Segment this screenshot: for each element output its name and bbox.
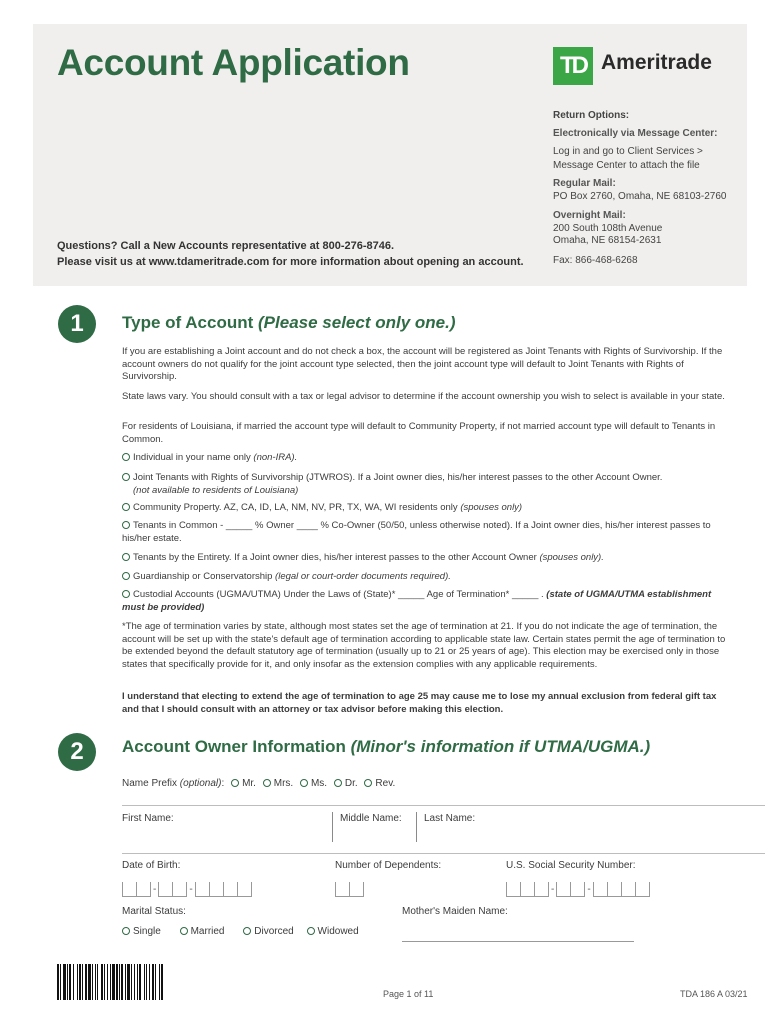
option-entirety-label: Tenants by the Entirety. If a Joint owner dies, his/her interest passes to the other Account Owner <box>133 552 540 563</box>
option-tic-label: Tenants in Common - _____ % Owner ____ % Co-Owner (50/50, unless otherwise noted). If a Joint owner dies, his/her interest passes to his/her estate. <box>122 520 711 544</box>
page-title: Account Application <box>57 42 410 83</box>
option-guardianship-label: Guardianship or Conservatorship <box>133 571 276 582</box>
questions-block <box>57 238 524 270</box>
section-1-para-state: State laws vary. You should consult with a tax or legal advisor to determine if the account ownership you wish to select is available in your state. <box>122 391 725 402</box>
radio-icon[interactable] <box>122 503 130 511</box>
name-prefix-row <box>122 778 395 789</box>
option-community-label: Community Property. AZ, CA, ID, LA, NM, NV, PR, TX, WA, WI residents only <box>133 502 461 513</box>
marital-divorced[interactable]: Divorced <box>243 926 293 937</box>
radio-icon[interactable] <box>307 927 315 935</box>
radio-icon[interactable] <box>300 779 308 787</box>
prefix-mr[interactable]: Mr. <box>231 778 256 789</box>
barcode-bar <box>163 964 164 1000</box>
option-community-property[interactable] <box>122 502 734 515</box>
option-custodial[interactable] <box>122 589 734 614</box>
dob-input[interactable]: - - <box>122 882 252 897</box>
prefix-ms[interactable]: Ms. <box>300 778 327 789</box>
dob-label: Date of Birth: <box>122 860 181 871</box>
questions-line2: Please visit us at www.tdameritrade.com for more information about opening an account. <box>57 256 524 268</box>
logo-mark: TD <box>553 47 593 85</box>
option-individual[interactable] <box>122 452 734 465</box>
option-custodial-label: Custodial Accounts (UGMA/UTMA) Under the Laws of (State)* _____ Age of Termination* _____ . <box>133 589 547 600</box>
name-prefix-label: Name Prefix <box>122 778 180 789</box>
option-jtwros-label: Joint Tenants with Rights of Survivorship (JTWROS). If a Joint owner dies, his/her interest passes to the other Account Owner. <box>133 472 663 483</box>
option-tenants-in-common[interactable] <box>122 520 734 545</box>
radio-icon[interactable] <box>122 521 130 529</box>
page-number: Page 1 of 11 <box>383 989 434 999</box>
radio-icon[interactable] <box>122 453 130 461</box>
maiden-name-label: Mother's Maiden Name: <box>402 906 508 917</box>
ssn-label: U.S. Social Security Number: <box>506 860 636 871</box>
first-name-field[interactable]: First Name: <box>122 813 174 824</box>
option-individual-note: (non-IRA). <box>253 452 298 463</box>
option-guardianship[interactable] <box>122 571 734 584</box>
prefix-dr[interactable]: Dr. <box>334 778 358 789</box>
option-jtwros-note: (not available to residents of Louisiana) <box>133 484 299 496</box>
marital-widowed[interactable]: Widowed <box>307 926 359 937</box>
option-individual-label: Individual in your name only <box>133 452 254 463</box>
prefix-rev[interactable]: Rev. <box>364 778 395 789</box>
section-2-number: 2 <box>58 733 96 771</box>
electronic-line2: Message Center to attach the file <box>553 160 700 171</box>
return-options-label: Return Options: <box>553 110 630 121</box>
name-prefix-colon: : <box>221 778 225 789</box>
option-community-note: (spouses only) <box>460 502 523 513</box>
marital-single[interactable]: Single <box>122 926 161 937</box>
header-panel <box>33 24 747 286</box>
name-prefix-optional: (optional) <box>179 778 222 789</box>
marital-married[interactable]: Married <box>180 926 225 937</box>
ssn-input[interactable]: - - <box>506 882 650 897</box>
questions-line1: Questions? Call a New Accounts representative at 800-276-8746. <box>57 240 395 252</box>
radio-icon[interactable] <box>231 779 239 787</box>
maiden-name-input[interactable] <box>402 941 634 942</box>
radio-icon[interactable] <box>180 927 188 935</box>
divider <box>122 805 765 806</box>
section-1-title <box>122 313 455 333</box>
age-termination-footnote: *The age of termination varies by state, although most states set the age of termination at 21. If you do not indicate the age of termination, the account will be set up with the state's default age of termination according to applicable state law. Certain states permit the age of termination to be extended beyond the default statutory age of termination (usually up to 21 or 25 years of age). This election may be exercised only in those states that specifically provide for it, and only insofar as the extension complies with any applicable requirements. <box>122 621 726 670</box>
fax-number: Fax: 866-468-6268 <box>553 255 638 266</box>
section-2-title-note: (Minor's information if UTMA/UGMA.) <box>350 737 651 756</box>
radio-icon[interactable] <box>122 553 130 561</box>
prefix-mrs[interactable]: Mrs. <box>263 778 293 789</box>
regular-mail-label: Regular Mail: <box>553 178 616 189</box>
radio-icon[interactable] <box>122 927 130 935</box>
divider <box>122 853 765 854</box>
option-tenants-entirety[interactable] <box>122 552 734 565</box>
radio-icon[interactable] <box>122 473 130 481</box>
radio-icon[interactable] <box>334 779 342 787</box>
radio-icon[interactable] <box>243 927 251 935</box>
logo-word: Ameritrade <box>601 51 712 74</box>
section-1-para-louisiana: For residents of Louisiana, if married the account type will default to Community Property, if not married account type will default to Tenants in Common. <box>122 421 716 445</box>
overnight-line1: 200 South 108th Avenue <box>553 223 663 234</box>
electronic-line1: Log in and go to Client Services > <box>553 146 703 157</box>
form-id: TDA 186 A 03/21 <box>680 989 748 999</box>
marital-options <box>122 926 359 937</box>
option-jtwros[interactable] <box>122 472 734 497</box>
divider <box>332 812 333 842</box>
overnight-label: Overnight Mail: <box>553 210 626 221</box>
marital-status-label: Marital Status: <box>122 906 186 917</box>
radio-icon[interactable] <box>122 572 130 580</box>
barcode <box>57 964 240 1000</box>
last-name-field[interactable]: Last Name: <box>424 813 476 824</box>
section-1-para-joint: If you are establishing a Joint account and do not check a box, the account will be registered as Joint Tenants with Rights of Survivorship. If the account owners do not qualify for the joint account type selected, then the joint account type will default to Joint Tenants with Rights of Survivorship. <box>122 346 723 382</box>
dependents-label: Number of Dependents: <box>335 860 442 871</box>
divider <box>416 812 417 842</box>
radio-icon[interactable] <box>122 590 130 598</box>
section-2-title-text: Account Owner Information <box>122 737 346 756</box>
understand-statement: I understand that electing to extend the age of termination to age 25 may cause me to lose my annual exclusion from federal gift tax and that I should consult with an attorney or tax advisor before making this election. <box>122 691 717 715</box>
section-1-title-note: (Please select only one.) <box>258 313 456 332</box>
radio-icon[interactable] <box>364 779 372 787</box>
dependents-input[interactable] <box>335 882 364 897</box>
option-guardianship-note: (legal or court-order documents required). <box>275 571 451 582</box>
section-2-title <box>122 737 650 757</box>
radio-icon[interactable] <box>263 779 271 787</box>
regular-mail-address: PO Box 2760, Omaha, NE 68103-2760 <box>553 191 727 202</box>
section-1-title-text: Type of Account <box>122 313 254 332</box>
section-1-number: 1 <box>58 305 96 343</box>
option-custodial-note: (state of UGMA/UTMA establishment must be provided) <box>122 589 712 613</box>
option-entirety-note: (spouses only). <box>539 552 604 563</box>
middle-name-field[interactable]: Middle Name: <box>340 813 402 824</box>
overnight-line2: Omaha, NE 68154-2631 <box>553 235 662 246</box>
electronic-label: Electronically via Message Center: <box>553 128 718 139</box>
